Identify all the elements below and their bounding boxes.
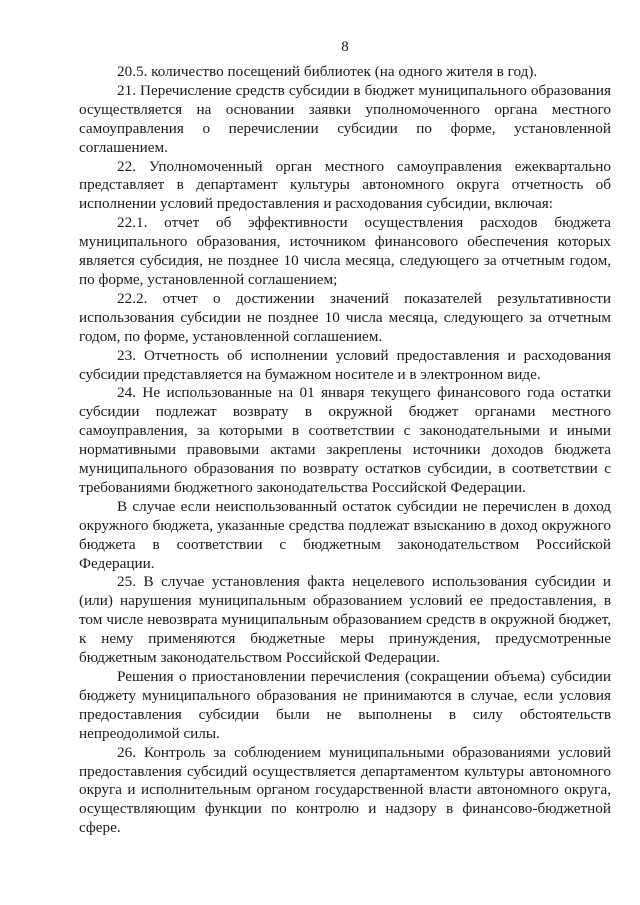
page-number: 8 xyxy=(341,39,349,55)
paragraph-25-continued: Решения о приостановлении перечисления (сокращении объема) субсидии бюджету муниципального образования не принимаются в случае, если условия предоставления субсидии были не выполнены в силу обстоятельств непреодолимой силы. xyxy=(79,668,611,742)
paragraph-22-1: 22.1. отчет об эффективности осуществления расходов бюджета муниципального образования, источником финансового обеспечения которых является субсидия, не позднее 10 числа месяца, следующего за отчетным годом, по форме, установленной соглашением; xyxy=(79,214,611,288)
paragraph-22-2: 22.2. отчет о достижении значений показателей результативности использования субсидии не позднее 10 числа месяца, следующего за отчетным годом, по форме, установленной соглашением. xyxy=(79,289,611,345)
paragraph-22: 22. Уполномоченный орган местного самоуправления ежеквартально представляет в департамент культуры автономного округа отчетность об исполнении условий предоставления и расходования субсидии, включая: xyxy=(79,157,611,213)
paragraph-20-5: 20.5. количество посещений библиотек (на одного жителя в год). xyxy=(117,63,538,80)
document-page xyxy=(79,38,611,838)
paragraph-24-continued: В случае если неиспользованный остаток субсидии не перечислен в доход окружного бюджета, указанные средства подлежат взысканию в доход окружного бюджета в соответствии с бюджетным законодательством Российской Федерации. xyxy=(79,497,611,572)
paragraph-25: 25. В случае установления факта нецелевого использования субсидии и (или) нарушения муниципальным образованием условий ее предоставления, в том числе невозврата муниципальным образованием средств в окружной бюджет, к нему применяются бюджетные меры принуждения, предусмотренные бюджетным законодательством Российской Федерации. xyxy=(79,573,611,667)
paragraph-23: 23. Отчетность об исполнении условий предоставления и расходования субсидии представляется на бумажном носителе и в электронном виде. xyxy=(79,346,611,383)
paragraph-26: 26. Контроль за соблюдением муниципальными образованиями условий предоставления субсидий осуществляется департаментом культуры автономного округа и исполнительным органом государственной власти автономного округа, осуществляющим функции по контролю и надзору в финансово-бюджетной сфере. xyxy=(79,743,611,837)
paragraph-21: 21. Перечисление средств субсидии в бюджет муниципального образования осуществляется на основании заявки уполномоченного органа местного самоуправления о перечислении субсидии по форме, установленной соглашением. xyxy=(79,81,611,156)
paragraph-24: 24. Не использованные на 01 января текущего финансового года остатки субсидии подлежат возврату в окружной бюджет органами местного самоуправления, за которыми в соответствии с законодательными и иными нормативными правовыми актами закреплены источники доходов бюджета муниципального образования по возврату остатков субсидии, в соответствии с требованиями бюджетного законодательства Российской Федерации. xyxy=(79,384,611,496)
